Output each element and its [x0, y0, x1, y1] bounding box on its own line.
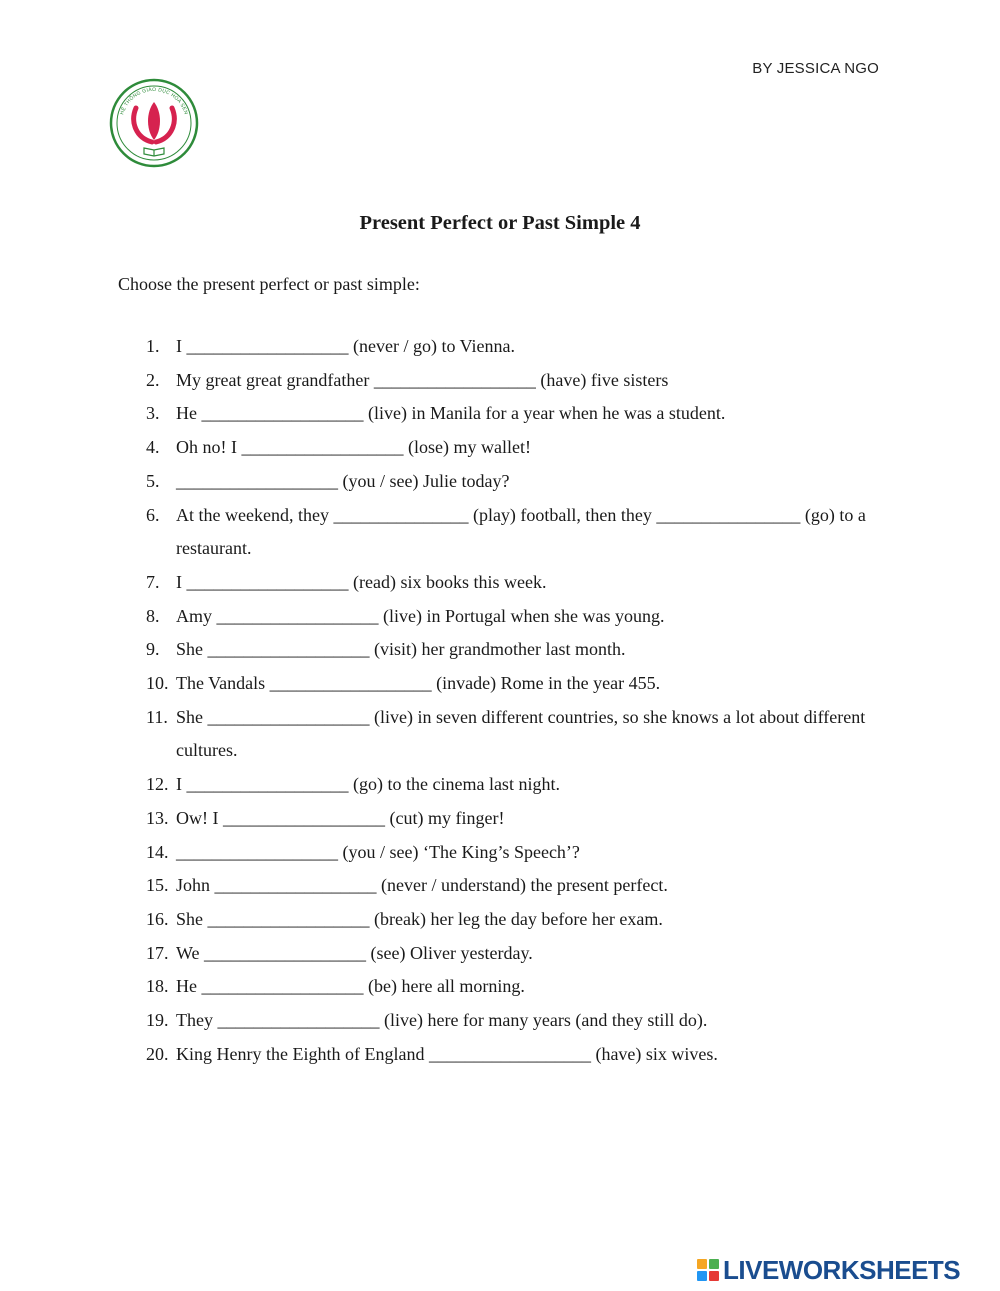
brand-text: LIVEWORKSHEETS	[723, 1254, 961, 1285]
item-text: He __________________ (live) in Manila for a year when he was a student.	[176, 403, 726, 424]
item-text: My great great grandfather __________________ (have) five sisters	[176, 369, 669, 390]
item-text: We __________________ (see) Oliver yesterday.	[176, 942, 533, 963]
item-number: 8.	[146, 605, 160, 626]
item-number: 11.	[146, 706, 168, 727]
liveworksheets-logo	[697, 1256, 960, 1284]
worksheet-title: Present Perfect or Past Simple 4	[359, 212, 641, 234]
item-number: 3.	[146, 403, 160, 424]
item-text: __________________ (you / see) ‘The King’s Speech’?	[176, 841, 580, 862]
exercise-item	[146, 566, 886, 600]
exercise-item	[146, 364, 886, 398]
item-number: 2.	[146, 369, 160, 390]
item-number: 7.	[146, 571, 160, 592]
item-text: They __________________ (live) here for many years (and they still do).	[176, 1010, 708, 1031]
item-text: I __________________ (go) to the cinema last night.	[176, 774, 560, 795]
brand-blocks-icon	[697, 1259, 719, 1281]
item-text: She __________________ (live) in seven different countries, so she knows a lot about different cultures.	[176, 706, 866, 761]
item-text: At the weekend, they _______________ (play) football, then they ________________ (go) to a restaurant.	[176, 504, 866, 559]
exercise-item	[146, 937, 886, 971]
item-number: 14.	[146, 841, 169, 862]
exercise-item	[146, 397, 886, 431]
item-number: 1.	[146, 336, 160, 356]
item-text: Amy __________________ (live) in Portugal when she was young.	[176, 605, 665, 626]
item-text: I __________________ (read) six books this week.	[176, 571, 547, 592]
item-number: 15.	[146, 875, 169, 896]
school-logo	[106, 78, 202, 168]
item-text: He __________________ (be) here all morning.	[176, 976, 525, 997]
item-text: __________________ (you / see) Julie today?	[176, 470, 510, 491]
item-number: 17.	[146, 942, 169, 963]
exercise-item	[146, 633, 886, 667]
item-number: 20.	[146, 1043, 169, 1064]
item-number: 10.	[146, 673, 169, 694]
logo-ring-text: HỆ THỐNG GIÁO DỤC HOA SEN	[119, 86, 189, 116]
exercise-item	[146, 667, 886, 701]
item-number: 19.	[146, 1010, 169, 1031]
item-text: She __________________ (visit) her grandmother last month.	[176, 639, 626, 660]
item-text: Ow! I __________________ (cut) my finger!	[176, 807, 505, 828]
exercise-item	[146, 431, 886, 465]
item-text: She __________________ (break) her leg the day before her exam.	[176, 908, 663, 929]
item-text: King Henry the Eighth of England __________________ (have) six wives.	[176, 1043, 718, 1064]
exercise-item	[146, 499, 886, 566]
item-text: John __________________ (never / understand) the present perfect.	[176, 875, 668, 896]
exercise-item	[146, 836, 886, 870]
item-number: 12.	[146, 774, 169, 795]
exercise-item	[146, 768, 886, 802]
exercise-item	[146, 903, 886, 937]
item-number: 5.	[146, 470, 160, 491]
lotus-emblem-icon	[134, 102, 175, 142]
item-number: 18.	[146, 976, 169, 997]
author-credit: BY JESSICA NGO	[752, 60, 879, 77]
item-number: 9.	[146, 639, 160, 660]
exercise-item	[146, 1038, 886, 1072]
item-number: 16.	[146, 908, 169, 929]
exercise-item	[146, 701, 886, 768]
exercise-item	[146, 330, 886, 364]
exercise-item	[146, 869, 886, 903]
exercise-item	[146, 465, 886, 499]
exercise-item	[146, 1004, 886, 1038]
item-text: Oh no! I __________________ (lose) my wallet!	[176, 437, 531, 458]
exercise-item	[146, 802, 886, 836]
book-icon	[144, 148, 164, 156]
item-number: 4.	[146, 437, 160, 458]
exercise-list	[146, 330, 886, 1071]
exercise-item	[146, 970, 886, 1004]
item-number: 6.	[146, 504, 160, 525]
exercise-item	[146, 600, 886, 634]
instructions: Choose the present perfect or past simple:	[118, 274, 420, 294]
item-text: The Vandals __________________ (invade) Rome in the year 455.	[176, 673, 661, 694]
item-number: 13.	[146, 807, 169, 828]
item-text: I __________________ (never / go) to Vienna.	[176, 336, 516, 356]
